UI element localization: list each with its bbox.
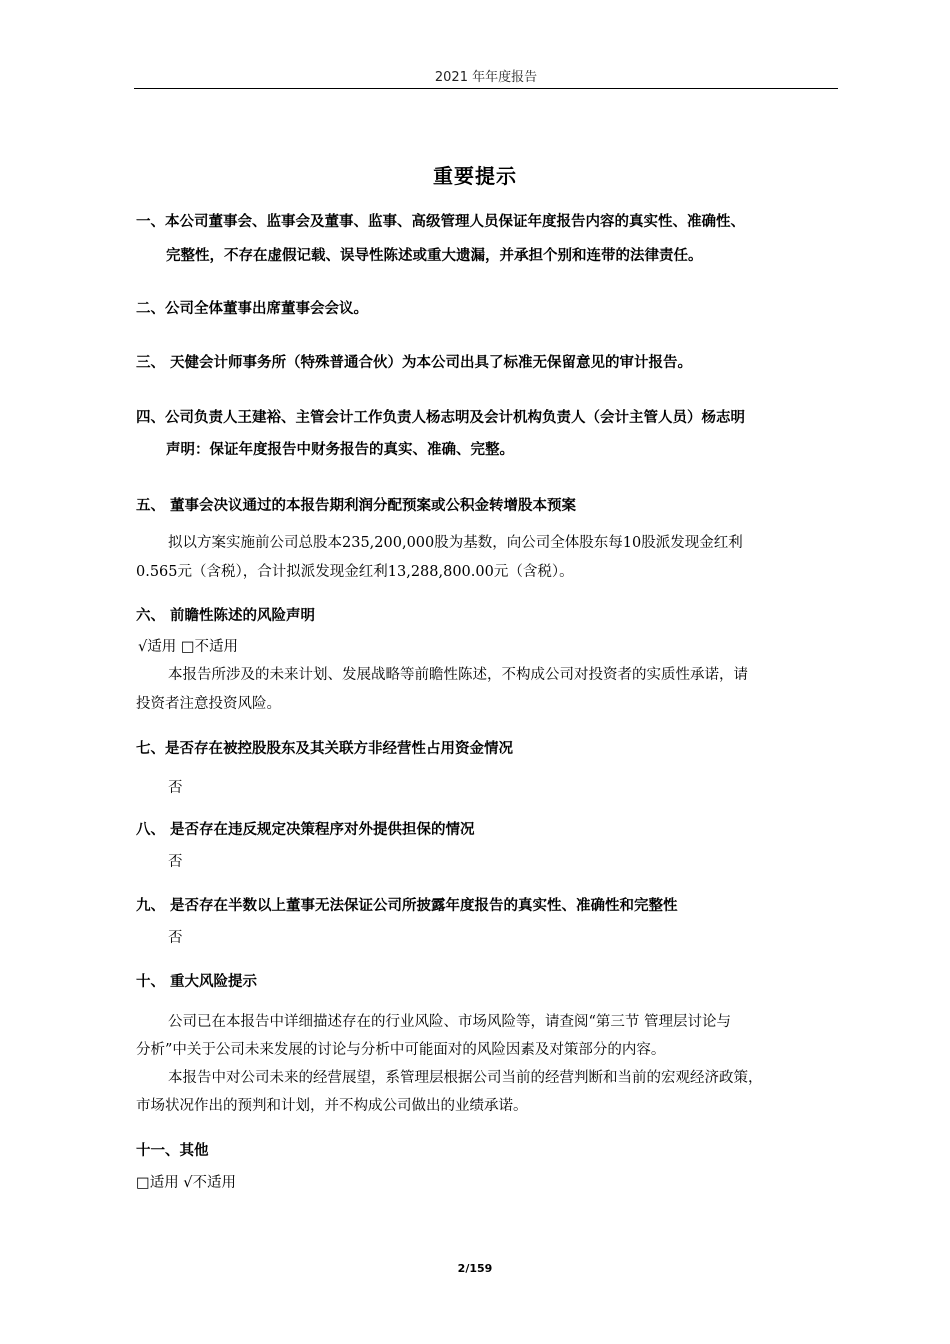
section-1-continuation: 完整性，不存在虚假记载、误导性陈述或重大遗漏，并承担个别和连带的法律责任。: [166, 248, 703, 264]
section-5-text-line-2: 0.565元（含税），合计拟派发现金红利13,288,800.00元（含税）。: [136, 564, 574, 580]
section-9-answer: 否: [168, 930, 183, 946]
section-6-text-line-2: 投资者注意投资风险。: [136, 696, 281, 712]
section-10-label: 十、 重大风险提示: [136, 974, 258, 990]
section-8-label: 八、 是否存在违反规定决策程序对外提供担保的情况: [136, 822, 475, 838]
section-5-text-line-1: 拟以方案实施前公司总股本235,200,000股为基数，向公司全体股东每10股派发现金红利: [168, 535, 743, 551]
section-6-label: 六、 前瞻性陈述的风险声明: [136, 608, 316, 624]
section-11-applicability: □适用 √不适用: [136, 1175, 237, 1191]
section-10-text-line-4: 市场状况作出的预判和计划，并不构成公司做出的业绩承诺。: [136, 1098, 528, 1114]
section-1: [136, 207, 846, 271]
section-5-label: 五、 董事会决议通过的本报告期利润分配预案或公积金转增股本预案: [136, 498, 577, 514]
section-1-label: 一、本公司董事会、监事会及董事、监事、高级管理人员保证年度报告内容的真实性、准确性、: [136, 214, 745, 230]
section-10-text-line-3: 本报告中对公司未来的经营展望，系管理层根据公司当前的经营判断和当前的宏观经济政策，: [168, 1070, 763, 1086]
section-4-continuation: 声明：保证年度报告中财务报告的真实、准确、完整。: [166, 442, 514, 458]
page-title: 重要提示: [433, 164, 517, 188]
section-4: [136, 403, 846, 465]
section-7-label: 七、是否存在被控股股东及其关联方非经营性占用资金情况: [136, 741, 513, 757]
section-8-answer: 否: [168, 854, 183, 870]
section-7-answer: 否: [168, 780, 183, 796]
section-11-label: 十一、其他: [136, 1143, 209, 1159]
section-10-text-line-2: 分析”中关于公司未来发展的讨论与分析中可能面对的风险因素及对策部分的内容。: [136, 1042, 666, 1058]
page-header: 2021 年年度报告: [134, 66, 838, 89]
section-4-label: 四、公司负责人王建裕、主管会计工作负责人杨志明及会计机构负责人（会计主管人员）杨志明: [136, 410, 745, 426]
section-6-applicability: √适用 □不适用: [138, 639, 239, 655]
section-2-label: 二、公司全体董事出席董事会会议。: [136, 301, 368, 317]
section-6-text-line-1: 本报告所涉及的未来计划、发展战略等前瞻性陈述，不构成公司对投资者的实质性承诺，请: [168, 667, 748, 683]
section-9-label: 九、 是否存在半数以上董事无法保证公司所披露年度报告的真实性、准确性和完整性: [136, 898, 678, 914]
section-10-text-line-1: 公司已在本报告中详细描述存在的行业风险、市场风险等，请查阅“第三节 管理层讨论与: [168, 1014, 732, 1030]
section-3-label: 三、 天健会计师事务所（特殊普通合伙）为本公司出具了标准无保留意见的审计报告。: [136, 355, 693, 371]
page-number: 2/159: [457, 1262, 493, 1275]
